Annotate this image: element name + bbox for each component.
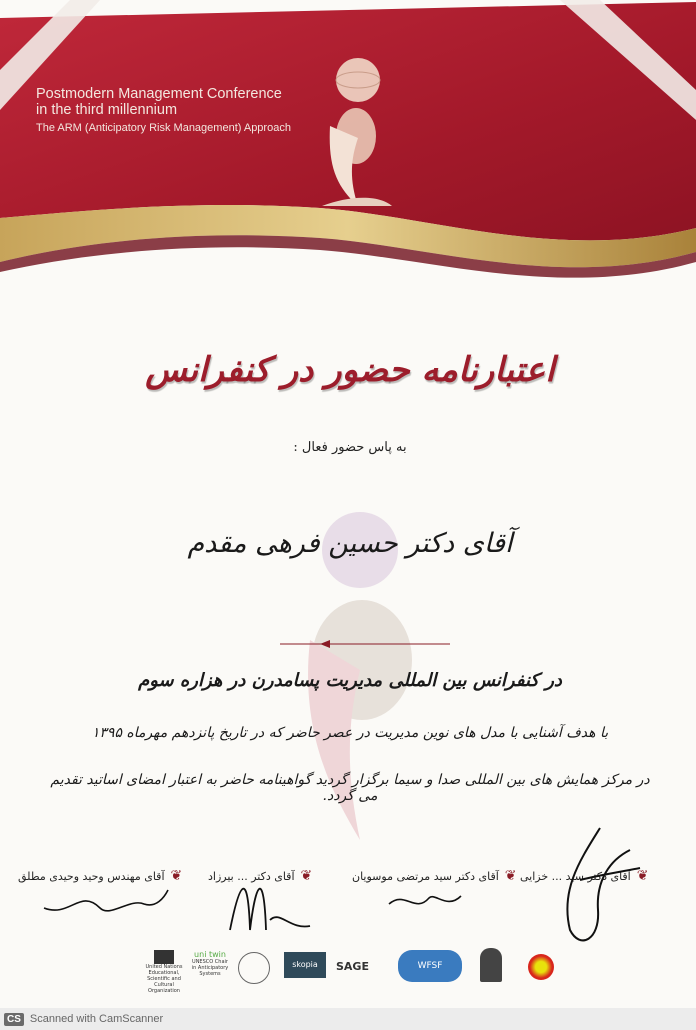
unitwin-label: uni twin: [194, 950, 226, 959]
head-logo-icon: [480, 948, 502, 982]
signature-2: [385, 880, 465, 920]
partner-logos: [142, 942, 562, 992]
conference-title-line1: Postmodern Management Conference: [36, 86, 282, 102]
camscanner-badge: CS: [4, 1013, 24, 1026]
ornament-icon: ❦: [504, 868, 517, 884]
signature-3: [220, 860, 320, 940]
signatory-1-name: آقای دکتر سید ... خزایی: [520, 869, 631, 883]
certificate-line-1: در کنفرانس بین المللی مدیریت پسامدرن در هزاره سوم: [138, 670, 562, 691]
signatory-3-name: آقای دکتر ... بیرزاد: [208, 869, 295, 883]
conference-title-line2: in the third millennium: [36, 102, 178, 118]
university-seal-icon: [238, 952, 270, 984]
unitwin-logo: [190, 950, 230, 977]
sage-logo: SAGE: [336, 960, 369, 973]
certificate-intro: به پاس حضور فعال :: [293, 440, 407, 455]
wfsf-logo: WFSF: [398, 950, 462, 982]
camscanner-text: Scanned with CamScanner: [29, 1013, 164, 1025]
certificate-line-2: با هدف آشنایی با مدل های نوین مدیریت در عصر حاضر که در تاریخ پانزدهم مهرماه ۱۳۹۵: [91, 725, 609, 741]
ornament-icon: ❦: [170, 868, 183, 884]
unesco-logo: [142, 950, 186, 994]
conference-title: [36, 86, 282, 118]
scanner-footer: [0, 1008, 696, 1030]
conference-logo-icon: [318, 46, 394, 212]
signatory-4-name: آقای مهندس وحید وحیدی مطلق: [18, 869, 165, 883]
skopia-logo: skopia: [284, 952, 326, 978]
divider-ornament: [280, 638, 450, 650]
ornament-icon: ❦: [636, 868, 649, 884]
recipient-name: آقای دکتر حسین فرهی مقدم: [187, 528, 513, 559]
signature-1: [540, 820, 650, 950]
signature-4: [40, 878, 170, 928]
signatory-2-name: آقای دکتر سید مرتضی موسویان: [352, 869, 499, 883]
certificate-line-3: در مرکز همایش های بین المللی صدا و سیما برگزار گردید گواهینامه حاضر به اعتبار امضای اساتید تقدیم می گردد.: [50, 772, 650, 804]
unitwin-caption: UNESCO Chair in Anticipatory Systems: [191, 959, 229, 977]
conference-subtitle: The ARM (Anticipatory Risk Management) Approach: [36, 122, 291, 134]
certificate-title: اعتبارنامه حضور در کنفرانس: [145, 350, 555, 390]
unesco-caption: United Nations Educational, Scientific and Cultural Organization: [145, 964, 183, 994]
ornament-icon: ❦: [300, 868, 313, 884]
sun-logo-icon: [528, 954, 554, 980]
unesco-temple-icon: [154, 950, 174, 964]
